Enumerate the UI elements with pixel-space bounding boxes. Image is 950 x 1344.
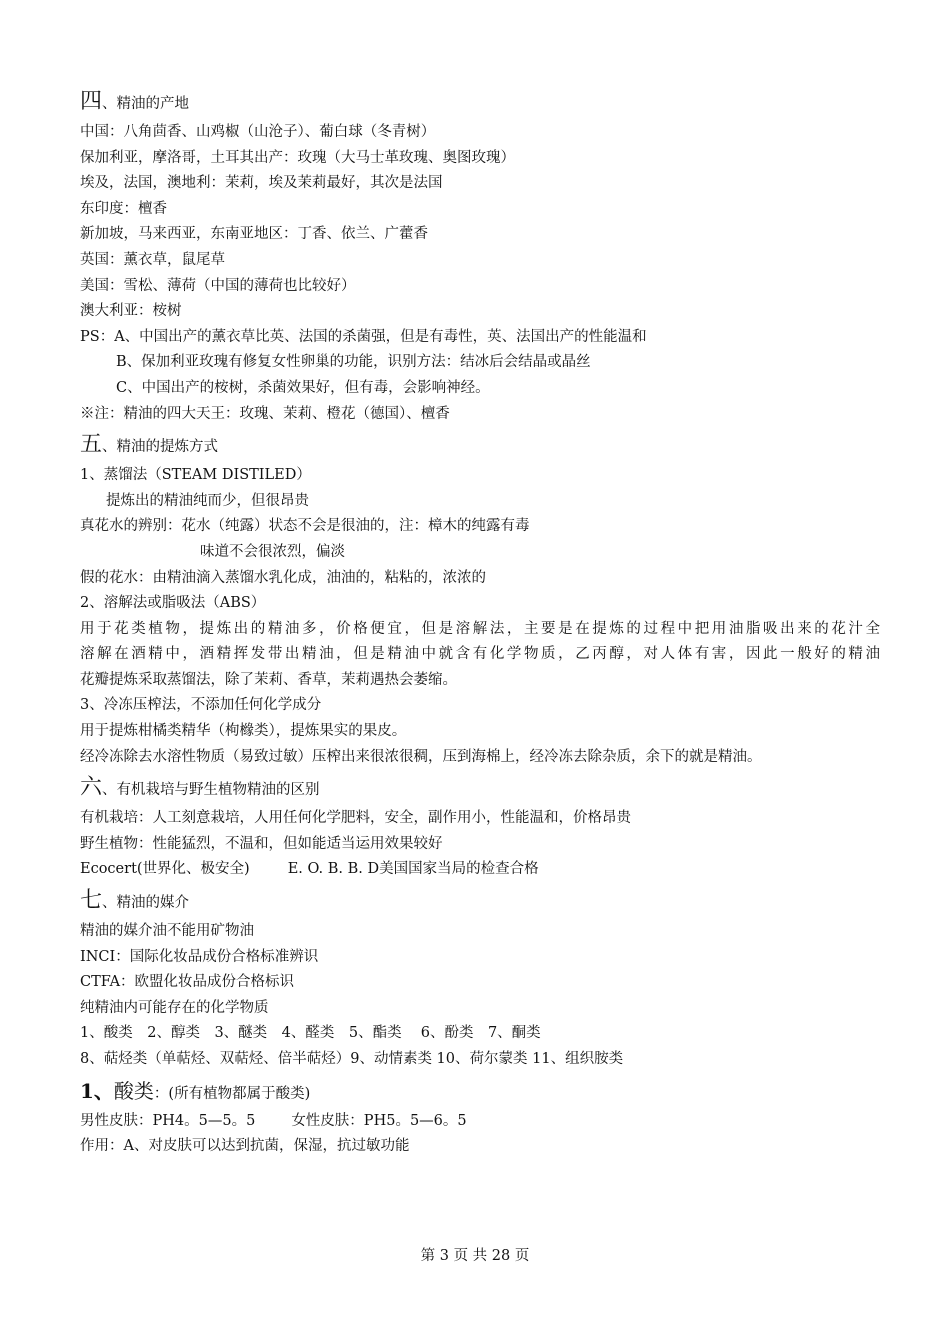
- text-line: ※注：精油的四大天王：玫瑰、茉莉、橙花（德国）、檀香: [80, 405, 450, 422]
- text-line: 纯精油内可能存在的化学物质: [80, 999, 269, 1016]
- text-line: INCI：国际化妆品成份合格标准辨识: [80, 948, 319, 965]
- text-line: 2、溶解法或脂吸法（ABS）: [80, 595, 266, 612]
- subsection-number: 1、: [80, 1078, 114, 1103]
- text-line: PS：A、中国出产的薰衣草比英、法国的杀菌强，但是有毒性，英、法国出产的性能温和: [80, 328, 647, 345]
- text-line: 作用：A、对皮肤可以达到抗菌，保湿，抗过敏功能: [80, 1138, 410, 1155]
- text-line: 花瓣提炼采取蒸馏法，除了茉莉、香草，茉莉遇热会萎缩。: [80, 671, 457, 688]
- text-line: 味道不会很浓烈，偏淡: [200, 543, 345, 560]
- text-line: 用于花类植物，提炼出的精油多，价格便宜，但是溶解法，主要是在提炼的过程中把用油脂吸出来的花汁全: [80, 620, 880, 637]
- text-line: 澳大利亚：桉树: [80, 303, 182, 320]
- section-number: 四: [80, 89, 103, 114]
- section-5-heading: [80, 427, 880, 463]
- section-title: 、精油的提炼方式: [102, 439, 219, 456]
- text-line: 新加坡，马来西亚，东南亚地区：丁香、依兰、广藿香: [80, 226, 428, 243]
- text-line: 东印度：檀香: [80, 200, 167, 217]
- section-title: 、精油的媒介: [102, 895, 190, 912]
- text-line: 美国：雪松、薄荷（中国的薄荷也比较好）: [80, 277, 356, 294]
- text-line: 真花水的辨别：花水（纯露）状态不会是很油的，注：樟木的纯露有毒: [80, 518, 530, 535]
- page-footer: 第 3 页 共 28 页: [420, 1248, 530, 1264]
- text-line: 有机栽培：人工刻意栽培，人用任何化学肥料，安全，副作用小，性能温和，价格昂贵: [80, 810, 631, 827]
- text-line: 3、冷冻压榨法，不添加任何化学成分: [80, 697, 322, 714]
- text-line: 中国：八角茴香、山鸡椒（山沧子）、葡白球（冬青树）: [80, 124, 436, 140]
- text-line: 保加利亚，摩洛哥，土耳其出产：玫瑰（大马士革玫瑰、奥图玫瑰）: [80, 149, 515, 166]
- text-line: 埃及，法国，澳地利：茉莉，埃及茉莉最好，其次是法国: [80, 175, 443, 192]
- text-line: 精油的媒介油不能用矿物油: [80, 923, 254, 940]
- text-line: B、保加利亚玫瑰有修复女性卵巢的功能，识别方法：结冰后会结晶或晶丝: [116, 354, 591, 371]
- text-line: 用于提炼柑橘类精华（枸橼类），提炼果实的果皮。: [80, 723, 407, 740]
- female-skin-ph: 女性皮肤：PH5。5—6。5: [291, 1112, 467, 1129]
- document-page: [80, 84, 880, 1160]
- section-7-heading: [80, 883, 880, 919]
- text-line: CTFA：欧盟化妆品成份合格标识: [80, 974, 295, 991]
- subsection-note: ：(所有植物都属于酸类): [153, 1085, 311, 1102]
- section-title: 、有机栽培与野生植物精油的区别: [102, 782, 320, 799]
- section-title: 、精油的产地: [102, 96, 190, 112]
- text-line: 英国：薰衣草，鼠尾草: [80, 251, 225, 268]
- text-line: 8、萜烃类（单萜烃、双萜烃、倍半萜烃）9、动情素类 10、荷尔蒙类 11、组织胺类: [80, 1051, 624, 1067]
- section-number: 五: [80, 432, 103, 458]
- text-line: 提炼出的精油纯而少，但很昂贵: [106, 492, 309, 509]
- text-line: 野生植物：性能猛烈，不温和，但如能适当运用效果较好: [80, 835, 443, 852]
- text-line: 经冷冻除去水溶性物质（易致过敏）压榨出来很浓很稠，压到海棉上，经冷冻去除杂质，余下的就是精油。: [80, 748, 762, 765]
- text-line: 溶解在酒精中，酒精挥发带出精油，但是精油中就含有化学物质，乙丙醇，对人体有害，因此一般好的精油: [80, 646, 880, 663]
- text-line: 假的花水：由精油滴入蒸馏水乳化成，油油的，粘粘的，浓浓的: [80, 569, 486, 586]
- text-line: 1、酸类 2、醇类 3、醚类 4、醛类 5、酯类 6、酚类 7、酮类: [80, 1025, 541, 1042]
- section-4-heading: [80, 84, 880, 120]
- acid-heading: [80, 1073, 880, 1109]
- text-line: 1、蒸馏法（STEAM DISTILED）: [80, 467, 311, 484]
- section-number: 七: [80, 888, 103, 914]
- section-number: 六: [80, 775, 103, 801]
- eobbd-label: E. O. B. B. D美国国家当局的检查合格: [287, 861, 539, 878]
- male-skin-ph: 男性皮肤：PH4。5—5。5: [80, 1112, 256, 1129]
- skin-ph-line: [80, 1109, 880, 1135]
- ecocert-label: Ecocert(世界化、极安全): [80, 861, 250, 878]
- ecocert-line: [80, 857, 880, 883]
- section-6-heading: [80, 770, 880, 806]
- subsection-title: 酸类: [113, 1078, 154, 1103]
- text-line: C、中国出产的桉树，杀菌效果好，但有毒，会影响神经。: [116, 379, 490, 396]
